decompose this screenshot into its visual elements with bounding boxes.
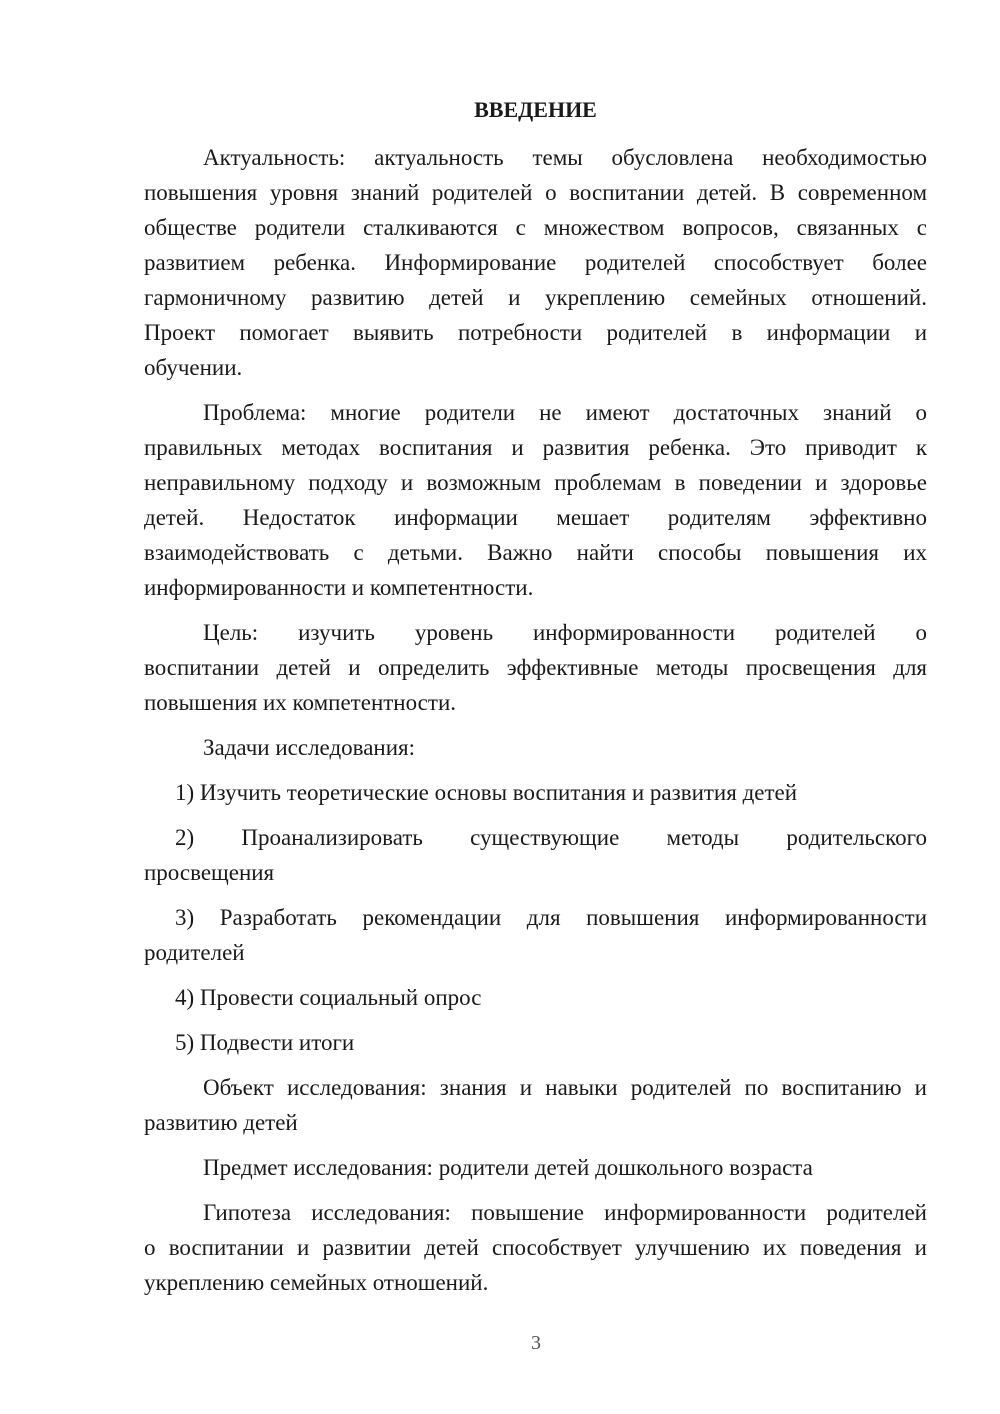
task-item-3 [144, 900, 927, 970]
text-line: 3) Разработать рекомендации для повышения информированности [175, 905, 927, 930]
problem-paragraph [144, 395, 927, 605]
text-line: информированности и компетентности. [144, 575, 534, 600]
text-line: 2) Проанализировать существующие методы родительского [175, 825, 927, 850]
text-line: правильных методах воспитания и развития ребенка. Это приводит к [144, 435, 927, 460]
object-paragraph [144, 1070, 927, 1140]
text-line: детей. Недостаток информации мешает родителям эффективно [144, 505, 927, 530]
text-line: просвещения [144, 860, 275, 885]
text-line: укреплению семейных отношений. [144, 1270, 489, 1295]
text-line: развитию детей [144, 1110, 298, 1135]
text-line: Проблема: многие родители не имеют достаточных знаний о [203, 400, 927, 425]
text-line: родителей [144, 940, 245, 965]
text-line: повышения их компетентности. [144, 690, 457, 715]
text-line: Объект исследования: знания и навыки родителей по воспитанию и [203, 1075, 927, 1100]
text-line: 4) Провести социальный опрос [175, 985, 482, 1010]
text-line: 1) Изучить теоретические основы воспитания и развития детей [175, 780, 798, 805]
hypothesis-paragraph [144, 1195, 927, 1300]
goal-paragraph [144, 615, 927, 720]
text-line: обществе родители сталкиваются с множеством вопросов, связанных с [144, 215, 927, 240]
section-heading: ВВЕДЕНИЕ [474, 97, 597, 122]
text-line: Цель: изучить уровень информированности родителей о [203, 620, 927, 645]
tasks-title [144, 730, 927, 765]
document-body [144, 90, 927, 1300]
task-item-2 [144, 820, 927, 890]
text-line: Предмет исследования: родители детей дошкольного возраста [203, 1155, 813, 1180]
text-line: о воспитании и развитии детей способствует улучшению их поведения и [144, 1235, 927, 1260]
page-number: 3 [531, 1332, 541, 1354]
text-line: обучении. [144, 355, 243, 380]
text-line: повышения уровня знаний родителей о воспитании детей. В современном [144, 180, 927, 205]
text-line: Актуальность: актуальность темы обусловлена необходимостью [203, 145, 927, 170]
text-line: Гипотеза исследования: повышение информированности родителей [203, 1200, 927, 1225]
text-line: 5) Подвести итоги [175, 1030, 355, 1055]
text-line: неправильному подходу и возможным проблемам в поведении и здоровье [144, 470, 927, 495]
text-line: Проект помогает выявить потребности родителей в информации и [144, 320, 927, 345]
task-item-4 [144, 980, 927, 1015]
text-line: Задачи исследования: [203, 735, 416, 760]
subject-paragraph [144, 1150, 927, 1185]
task-item-5 [144, 1025, 927, 1060]
text-line: гармоничному развитию детей и укреплению семейных отношений. [144, 285, 927, 310]
relevance-paragraph [144, 140, 927, 385]
text-line: воспитании детей и определить эффективные методы просвещения для [144, 655, 927, 680]
task-item-1 [144, 775, 927, 810]
text-line: взаимодействовать с детьми. Важно найти способы повышения их [144, 540, 927, 565]
text-line: развитием ребенка. Информирование родителей способствует более [144, 250, 927, 275]
